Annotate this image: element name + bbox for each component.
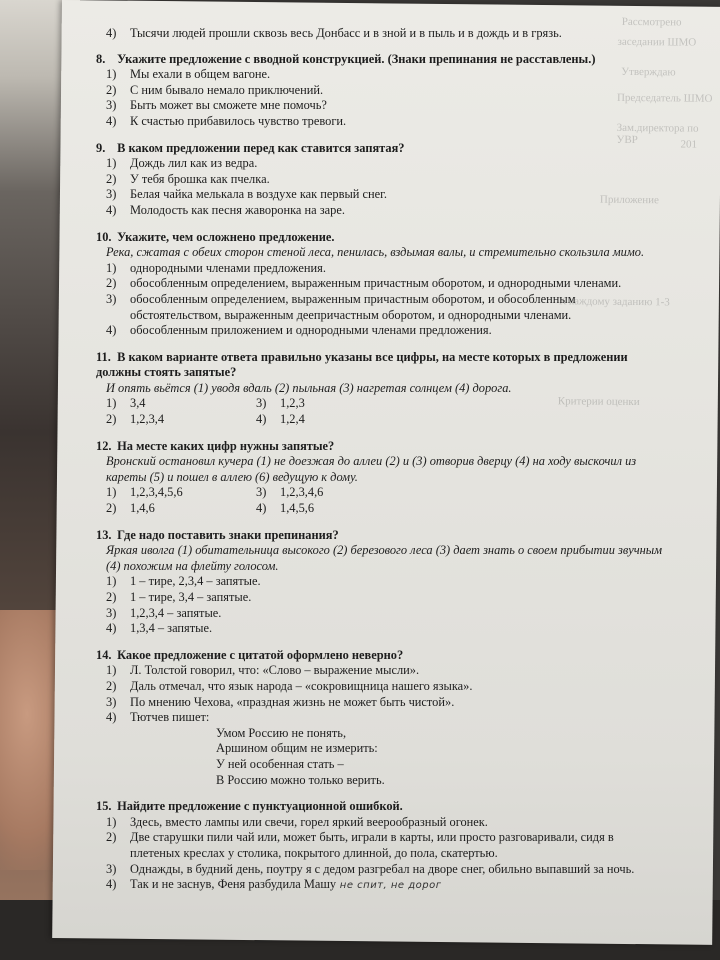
option-text: С ним бывало немало приключений. (130, 82, 324, 97)
option-number: 3) (256, 396, 267, 411)
question-block (96, 52, 666, 130)
option-item (256, 412, 406, 428)
option-number: 3) (106, 291, 117, 306)
question-text: В каком варианте ответа правильно указаны все цифры, на месте которых в предложении должны стоять запятые? (96, 349, 628, 380)
bleed-text: Зам.директора по УВР (616, 121, 699, 147)
option-number: 4) (106, 710, 117, 725)
question-block (96, 141, 666, 219)
option-text: Здесь, вместо лампы или свечи, горел яркий веерообразный огонек. (130, 814, 488, 829)
option-list (96, 67, 666, 129)
option-number: 3) (106, 861, 117, 876)
option-text: У тебя брошка как пчелка. (130, 171, 270, 186)
option-number: 2) (106, 276, 117, 291)
option-number: 1) (106, 67, 117, 82)
option-text: 1,2,4 (280, 412, 305, 427)
option-item (106, 710, 666, 726)
option-number: 4) (106, 202, 117, 217)
option-text: Молодость как песня жаворонка на заре. (130, 202, 345, 217)
question-text: В каком предложении перед как ставится запятая? (114, 140, 405, 155)
option-item (106, 412, 256, 428)
option-item (106, 172, 666, 188)
question-block (96, 230, 666, 339)
example-sentence: И опять вьётся (1) уводя вдаль (2) пыльная (3) нагретая солнцем (4) дорога. (106, 380, 512, 395)
question-number: 12. (96, 438, 112, 453)
option-number: 3) (256, 485, 267, 500)
option-item (256, 396, 406, 412)
question-block (96, 648, 666, 788)
option-text: 1 – тире, 3,4 – запятые. (130, 590, 252, 604)
option-number: 1) (106, 814, 117, 829)
option-number: 1) (106, 574, 117, 589)
bleed-text: Рассмотрено (621, 15, 682, 29)
question-title (96, 799, 666, 815)
question-title (96, 350, 666, 381)
option-text: 1,4,5,6 (280, 501, 315, 516)
bleed-text: Приложение (599, 193, 660, 207)
option-item (106, 83, 666, 99)
option-text: Тютчев пишет: (130, 710, 210, 725)
poem-quote (106, 726, 666, 788)
option-item (106, 621, 666, 637)
bleed-text: Председатель ШМО (616, 91, 713, 105)
option-number: 2) (106, 590, 117, 604)
option-item (106, 877, 666, 894)
option-number: 1) (106, 396, 117, 411)
option-item (106, 606, 666, 622)
option-item (106, 98, 666, 114)
option-item (106, 67, 666, 83)
option-item (106, 695, 666, 711)
option-item (256, 501, 406, 517)
question-title (96, 528, 666, 544)
option-item (106, 114, 666, 130)
question-title (96, 230, 666, 246)
option-number: 4) (106, 621, 117, 636)
handwritten-note: не спит, не дорог (336, 880, 442, 892)
option-text: По мнению Чехова, «праздная жизнь не может быть чистой». (130, 694, 455, 709)
option-text: 1,2,3,4 (130, 412, 165, 427)
poem-line: Аршином общим не измерить: (216, 741, 378, 756)
option-item (106, 396, 256, 412)
option-grid (96, 396, 666, 427)
option-item (106, 679, 666, 695)
option-item (106, 156, 666, 172)
option-number: 4) (106, 113, 117, 128)
option-list (96, 663, 666, 788)
option-text: 1 – тире, 2,3,4 – запятые. (130, 574, 261, 589)
option-number: 3) (106, 694, 117, 709)
option-text: однородными членами предложения. (130, 260, 326, 275)
option-text: Даль отмечал, что язык народа – «сокровищница нашего языка». (130, 678, 473, 693)
question-title (96, 439, 666, 455)
question-list (96, 52, 666, 894)
option-item (106, 261, 666, 277)
option-item (106, 815, 666, 831)
worksheet-content (96, 26, 666, 905)
question-text: Укажите предложение с вводной конструкцией. (Знаки препинания не расставлены.) (114, 51, 596, 66)
option-item (106, 862, 666, 878)
option-number: 2) (106, 412, 117, 427)
question-number: 14. (96, 647, 112, 662)
option-item (106, 830, 666, 861)
option-text: Тысячи людей прошли сквозь весь Донбасс и в зной и в пыль и в дождь и в грязь. (130, 26, 562, 40)
option-text: Л. Толстой говорил, что: «Слово – выражение мысли». (130, 663, 420, 678)
option-number: 1) (106, 260, 117, 275)
option-text: обособленным определением, выраженным причастным оборотом, и обособленным обстоятельством, выраженным деепричастным оборотом, и однородными членами. (130, 291, 576, 322)
question-block (96, 528, 666, 637)
option-number: 2) (106, 678, 117, 693)
poem-line: У ней особенная стать – (216, 756, 344, 771)
question-number: 11. (96, 349, 111, 364)
option-item (106, 292, 666, 323)
option-number: 2) (106, 830, 117, 845)
question-number: 15. (96, 799, 112, 814)
option-item (106, 663, 666, 679)
option-text: Дождь лил как из ведра. (130, 156, 258, 171)
bleed-text: Критерии оценки (557, 395, 640, 409)
option-number: 3) (106, 187, 117, 202)
question-number: 9. (96, 140, 106, 155)
option-grid (96, 485, 666, 516)
option-item (256, 485, 406, 501)
option-list (96, 815, 666, 894)
option-item (106, 574, 666, 590)
option-item (106, 203, 666, 219)
example-sentence: Яркая иволга (1) обитательница высокого (2) березового леса (3) дает знать о своем прибытии звучным (4) похожим на флейту голосом. (106, 543, 663, 573)
question-title (96, 648, 666, 664)
question-text: Какое предложение с цитатой оформлено неверно? (114, 647, 404, 662)
option-text: обособленным определением, выраженным причастным оборотом, и однородными членами. (130, 276, 622, 291)
question-block (96, 350, 666, 428)
option-text: обособленным приложением и однородными членами предложения. (130, 323, 492, 338)
previous-option (96, 26, 666, 42)
option-number: 1) (106, 156, 117, 171)
option-text: Быть может вы сможете мне помочь? (130, 98, 327, 113)
option-text: 1,2,3,4,6 (280, 485, 324, 500)
bleed-text: К каждому заданию 1-3 (558, 295, 670, 309)
option-text: Две старушки пили чай или, может быть, играли в карты, или просто разговаривали, сидя в плетеных креслах у столика, покрытого длинной, до пола, скатертью. (130, 830, 614, 860)
bleed-text: Утверждаю (621, 65, 676, 79)
question-text: Укажите, чем осложнено предложение. (114, 229, 335, 244)
option-number: 2) (106, 501, 117, 516)
option-number: 4) (106, 26, 117, 40)
option-item (106, 187, 666, 203)
option-item (106, 590, 666, 606)
question-text: Где надо поставить знаки препинания? (114, 527, 339, 542)
option-number: 1) (106, 485, 117, 500)
option-number: 3) (106, 98, 117, 113)
option-text: Однажды, в будний день, поутру я с дедом разгребал на дворе снег, обильно выпавший за ночь. (130, 861, 635, 876)
option-item (106, 276, 666, 292)
poem-line: В Россию можно только верить. (216, 772, 385, 787)
bleed-text: 201 (680, 138, 698, 151)
question-text: Найдите предложение с пунктуационной ошибкой. (114, 799, 403, 814)
question-title (96, 52, 666, 68)
option-text: Мы ехали в общем вагоне. (130, 67, 271, 82)
question-number: 10. (96, 229, 112, 244)
option-number: 4) (256, 501, 267, 516)
poem-line: Умом Россию не понять, (216, 725, 347, 740)
option-list (96, 156, 666, 218)
example-sentence: Вронский остановил кучера (1) не доезжая до аллеи (2) и (3) отворив дверцу (4) на ходу выскочил из кареты (5) и пошел в аллею (6) ведущую к дому. (106, 454, 637, 484)
question-number: 13. (96, 527, 112, 542)
question-title (96, 141, 666, 157)
option-number: 2) (106, 171, 117, 186)
example-sentence: Река, сжатая с обеих сторон стеной леса, пенилась, вздымая валы, и стремительно скользила мимо. (106, 245, 645, 260)
question-number: 8. (96, 51, 106, 66)
option-number: 4) (106, 323, 117, 338)
question-block (96, 439, 666, 517)
option-text: 1,2,3,4,5,6 (130, 485, 183, 500)
option-text: 1,3,4 – запятые. (130, 621, 213, 636)
option-list (96, 574, 666, 636)
option-item (106, 501, 256, 517)
option-number: 4) (256, 412, 267, 427)
option-item (106, 485, 256, 501)
bleed-text: заседании ШМО (617, 35, 697, 49)
option-text: 1,2,3 (280, 396, 305, 411)
option-item (106, 323, 666, 339)
option-text: 3,4 (130, 396, 146, 411)
option-text: К счастью прибавилось чувство тревоги. (130, 113, 347, 128)
option-number: 1) (106, 663, 117, 678)
question-text: На месте каких цифр нужны запятые? (114, 438, 335, 453)
option-list (96, 261, 666, 339)
option-text: Белая чайка мелькала в воздухе как первый снег. (130, 187, 387, 202)
option-text: Так и не заснув, Феня разбудила Машу не спит, не дорог (130, 877, 442, 892)
question-block (96, 799, 666, 894)
option-number: 4) (106, 877, 117, 892)
option-number: 2) (106, 82, 117, 97)
option-text: 1,2,3,4 – запятые. (130, 605, 222, 620)
option-text: 1,4,6 (130, 501, 155, 516)
option-number: 3) (106, 605, 117, 620)
